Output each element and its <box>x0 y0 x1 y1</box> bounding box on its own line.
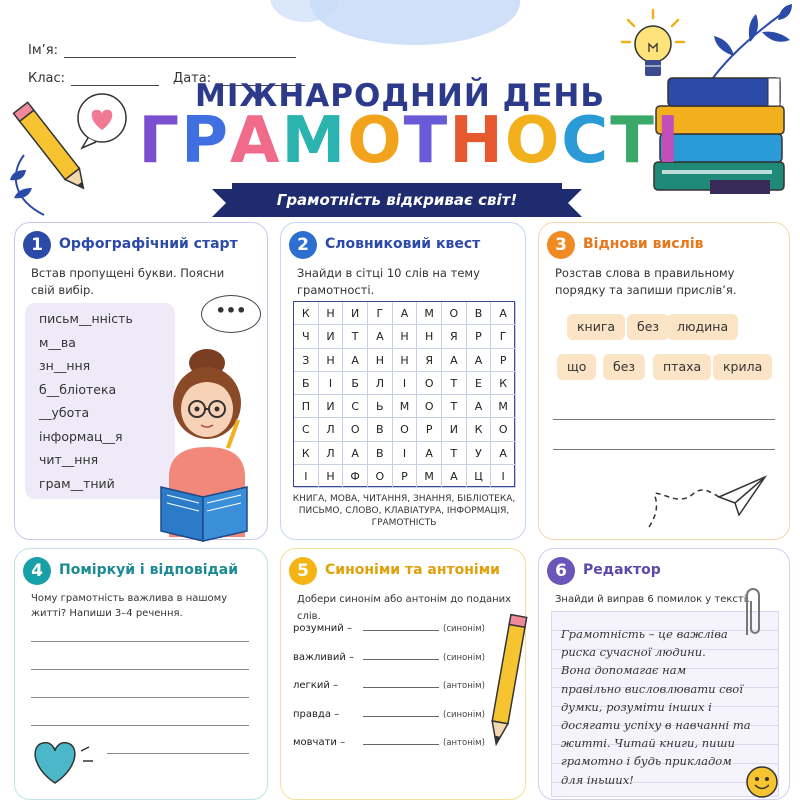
title-letter: С <box>561 104 611 178</box>
grid-cell[interactable]: О <box>368 465 393 488</box>
card-title: Віднови вислів <box>583 236 704 252</box>
reading-girl-illustration <box>155 339 269 537</box>
words-box <box>25 303 175 499</box>
grid-cell[interactable]: Н <box>319 349 344 372</box>
card-instruction: Чому грамотність важлива в нашому житті? Напиши 3–4 речення. <box>31 593 228 619</box>
missing-letter-word[interactable]: __убота <box>39 405 90 420</box>
grid-cell[interactable]: А <box>491 442 516 465</box>
grid-cell[interactable]: Ф <box>343 465 368 488</box>
card-reflection <box>14 548 268 800</box>
grid-cell[interactable]: І <box>319 372 344 395</box>
missing-letter-word[interactable]: б__бліотека <box>39 381 117 397</box>
card-instruction: Розстав слова в правильному порядку та запиши прислів’я. <box>555 266 737 297</box>
grid-cell[interactable]: М <box>417 465 442 488</box>
title-letter: Г <box>138 104 182 178</box>
grid-cell[interactable]: К <box>491 372 516 395</box>
writing-line[interactable] <box>31 669 249 670</box>
word-chip[interactable]: без <box>603 354 645 380</box>
grid-cell[interactable]: А <box>417 442 442 465</box>
card-number: 5 <box>289 557 317 585</box>
answer-blank[interactable] <box>363 678 439 688</box>
card-title: Синоніми та антоніми <box>325 562 500 578</box>
grid-cell[interactable]: И <box>343 302 368 325</box>
grid-cell[interactable]: Т <box>442 372 467 395</box>
grid-cell[interactable]: М <box>393 395 418 418</box>
grid-cell[interactable]: Л <box>319 418 344 441</box>
grid-cell[interactable]: Т <box>442 395 467 418</box>
word-chip[interactable]: крила <box>713 354 772 380</box>
name-label: Ім’я: <box>28 43 58 58</box>
missing-letter-word[interactable]: письм__нність <box>39 311 133 326</box>
editor-text-line: досягати успіху в навчанні та <box>561 718 751 733</box>
editor-text-line: думки, розуміти інших і <box>561 699 712 714</box>
title-letter: Т <box>610 104 656 178</box>
grid-cell[interactable]: Ь <box>368 395 393 418</box>
card-instruction: Знайди в сітці 10 слів на тему грамотності. <box>297 266 480 297</box>
grid-cell[interactable]: Т <box>442 442 467 465</box>
missing-letter-word[interactable]: грам__тний <box>39 475 115 491</box>
source-word: легкий – <box>293 680 339 691</box>
answer-line[interactable] <box>553 449 775 450</box>
title-line2 <box>0 104 800 178</box>
word-grid[interactable] <box>293 301 515 487</box>
synonym-row <box>293 707 485 720</box>
title-letter: А <box>230 104 282 178</box>
grid-cell[interactable]: Н <box>319 465 344 488</box>
grid-cell[interactable]: Б <box>294 372 319 395</box>
source-word: мовчати – <box>293 737 346 748</box>
grid-cell[interactable]: Г <box>491 325 516 348</box>
grid-cell[interactable]: О <box>442 302 467 325</box>
editor-text-line: Грамотність – це важліва <box>561 627 728 641</box>
grid-cell[interactable]: О <box>417 395 442 418</box>
answer-blank[interactable] <box>363 621 439 631</box>
word-list: КНИГА, МОВА, ЧИТАННЯ, ЗНАННЯ, БІБЛІОТЕКА, ПИСЬМО, СЛОВО, КЛАВІАТУРА, ІНФОРМАЦІЯ, ГРАМОТНІСТЬ <box>292 494 516 528</box>
card-proverb <box>538 222 790 540</box>
grid-cell[interactable]: А <box>491 302 516 325</box>
answer-line[interactable] <box>553 419 775 420</box>
thought-bubble: ••• <box>201 295 261 333</box>
grid-cell[interactable]: Н <box>393 325 418 348</box>
grid-cell[interactable]: І <box>393 372 418 395</box>
slogan-text: Грамотність відкриває світ! <box>276 191 518 209</box>
grid-cell[interactable]: Е <box>467 372 492 395</box>
paperclip-icon <box>739 585 763 641</box>
editor-text-line: правільно висловлювати свої <box>561 681 743 696</box>
title-letter: О <box>504 104 562 178</box>
grid-cell[interactable]: В <box>368 442 393 465</box>
editor-text-line: Вона допомагає нам <box>561 663 687 678</box>
grid-cell[interactable]: Л <box>319 442 344 465</box>
card-title: Орфографічний старт <box>59 236 238 252</box>
card-wordsearch <box>280 222 526 540</box>
paper-plane-icon <box>639 467 769 537</box>
source-word: правда – <box>293 708 340 720</box>
date-label: Дата: <box>173 71 212 86</box>
card-number: 4 <box>23 557 51 585</box>
grid-cell[interactable]: Н <box>393 349 418 372</box>
synonym-row <box>293 621 485 634</box>
title-letter: Р <box>181 104 230 178</box>
card-instruction: Добери синонім або антонім до поданих слів. <box>297 594 512 622</box>
card-instruction: Знайди й виправ 6 помилок у тексті. <box>555 594 750 605</box>
grid-cell[interactable]: У <box>467 442 492 465</box>
relation-tag: (синонім) <box>443 709 485 720</box>
grid-cell[interactable]: К <box>294 442 319 465</box>
grid-cell[interactable]: В <box>368 418 393 441</box>
grid-cell[interactable]: О <box>393 418 418 441</box>
grid-cell[interactable]: И <box>442 418 467 441</box>
card-number: 6 <box>547 557 575 585</box>
grid-cell[interactable]: І <box>294 465 319 488</box>
pencil-icon <box>487 613 527 753</box>
name-row <box>28 30 305 58</box>
grid-cell[interactable]: А <box>467 395 492 418</box>
title-letter: О <box>347 104 404 178</box>
title-line1: МІЖНАРОДНИЙ ДЕНЬ <box>195 78 605 114</box>
relation-tag: (антонім) <box>443 681 485 691</box>
grid-cell[interactable]: О <box>491 418 516 441</box>
grid-cell[interactable]: М <box>417 302 442 325</box>
writing-line[interactable] <box>107 753 249 754</box>
grid-cell[interactable]: А <box>343 349 368 372</box>
title-letter: М <box>281 104 348 178</box>
grid-cell[interactable]: І <box>491 465 516 488</box>
smiley-icon <box>745 765 779 799</box>
source-word: важливий – <box>293 651 354 663</box>
title-letter: Н <box>449 104 505 178</box>
grid-cell[interactable]: Ч <box>294 325 319 348</box>
relation-tag: (синонім) <box>443 624 485 634</box>
synonym-row <box>293 735 485 748</box>
writing-line[interactable] <box>31 641 249 642</box>
editor-text-line: для іньших! <box>561 772 634 787</box>
grid-cell[interactable]: І <box>393 442 418 465</box>
grid-cell[interactable]: С <box>294 418 319 441</box>
card-synonyms <box>280 548 526 800</box>
missing-letter-word[interactable]: зн__ння <box>39 358 91 373</box>
relation-tag: (синонім) <box>443 652 485 663</box>
card-title: Поміркуй і відповідай <box>59 562 239 578</box>
card-title: Словниковий квест <box>325 236 481 252</box>
grid-cell[interactable]: О <box>417 372 442 395</box>
editor-text[interactable] <box>561 625 771 789</box>
card-title: Редактор <box>583 562 661 578</box>
synonym-row <box>293 678 485 691</box>
slogan-ribbon <box>232 183 562 217</box>
relation-tag: (антонім) <box>443 738 485 748</box>
decor-cloud <box>310 0 520 45</box>
word-chip[interactable]: що <box>557 354 596 380</box>
grid-cell[interactable]: Л <box>368 372 393 395</box>
grid-cell[interactable]: З <box>294 349 319 372</box>
synonym-row <box>293 650 485 663</box>
editor-text-line: риска сучасної людини. <box>561 645 706 660</box>
answer-blank[interactable] <box>363 650 439 660</box>
grid-cell[interactable]: С <box>343 395 368 418</box>
grid-cell[interactable]: К <box>467 418 492 441</box>
grid-cell[interactable]: А <box>442 349 467 372</box>
title-letter: І <box>655 104 682 178</box>
grid-cell[interactable]: Г <box>368 302 393 325</box>
grid-cell[interactable]: А <box>467 349 492 372</box>
grid-cell[interactable]: Я <box>442 325 467 348</box>
editor-text-line: грамотно і будь прикладом <box>561 754 732 769</box>
grid-cell[interactable]: Р <box>393 465 418 488</box>
grid-cell[interactable]: Н <box>417 325 442 348</box>
card-editor <box>538 548 790 800</box>
grid-cell[interactable]: К <box>294 302 319 325</box>
grid-cell[interactable]: Я <box>417 349 442 372</box>
grid-cell[interactable]: Р <box>417 418 442 441</box>
word-chip[interactable]: людина <box>667 314 738 340</box>
card-instruction: Встав пропущені букви. Поясни свій вибір. <box>31 266 225 297</box>
source-word: розумний – <box>293 623 352 634</box>
heart-icon <box>29 733 99 789</box>
card-number: 1 <box>23 231 51 259</box>
grid-cell[interactable]: М <box>491 395 516 418</box>
grid-cell[interactable]: Н <box>319 302 344 325</box>
grid-cell[interactable]: Ц <box>467 465 492 488</box>
card-number: 2 <box>289 231 317 259</box>
word-chip[interactable]: без <box>627 314 669 340</box>
grid-cell[interactable]: Р <box>467 325 492 348</box>
grid-cell[interactable]: Р <box>491 349 516 372</box>
editor-text-line: житті. Читай книги, пиши <box>561 736 735 751</box>
word-chip[interactable]: птаха <box>653 354 711 380</box>
grid-cell[interactable]: В <box>467 302 492 325</box>
class-label: Клас: <box>28 71 66 86</box>
grid-cell[interactable]: Б <box>343 372 368 395</box>
missing-letter-word[interactable]: м__ва <box>39 334 76 350</box>
writing-line[interactable] <box>31 725 249 726</box>
grid-cell[interactable]: А <box>343 442 368 465</box>
title-letter: Т <box>403 104 450 178</box>
answer-blank[interactable] <box>363 735 439 745</box>
card-spelling <box>14 222 268 540</box>
grid-cell[interactable]: И <box>319 395 344 418</box>
answer-blank[interactable] <box>363 707 439 717</box>
grid-cell[interactable]: А <box>368 325 393 348</box>
grid-cell[interactable]: Т <box>343 325 368 348</box>
card-number: 3 <box>547 231 575 259</box>
writing-line[interactable] <box>31 697 249 698</box>
grid-cell[interactable]: О <box>343 418 368 441</box>
grid-cell[interactable]: И <box>319 325 344 348</box>
name-field[interactable] <box>64 44 296 58</box>
grid-cell[interactable]: Н <box>368 349 393 372</box>
missing-letter-word[interactable]: інформац__я <box>39 428 123 444</box>
word-chip[interactable]: книга <box>567 314 625 340</box>
missing-letter-word[interactable]: чит__ння <box>39 452 99 467</box>
grid-cell[interactable]: А <box>442 465 467 488</box>
grid-cell[interactable]: А <box>393 302 418 325</box>
grid-cell[interactable]: П <box>294 395 319 418</box>
